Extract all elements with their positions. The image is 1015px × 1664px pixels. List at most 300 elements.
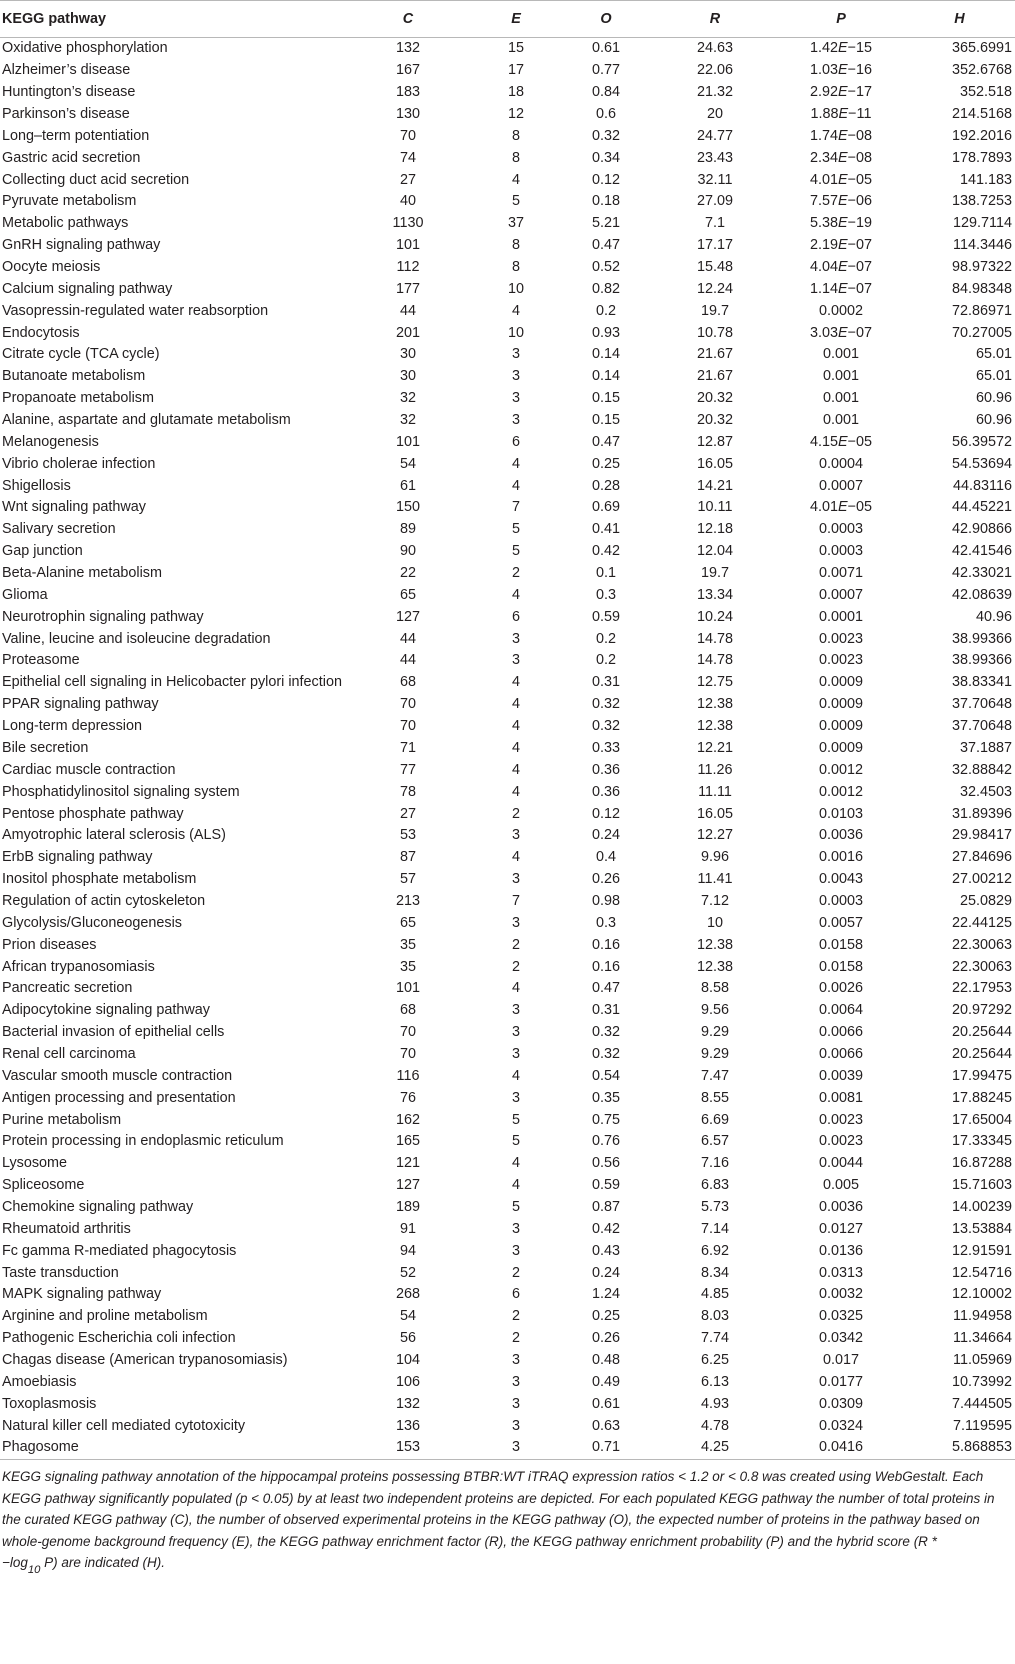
c-value: 54: [399, 455, 416, 472]
h-value: 22.30063: [951, 936, 1012, 953]
c-value: 89: [399, 521, 416, 538]
p-value: 0.001: [822, 368, 859, 385]
e-value: 3: [511, 871, 520, 888]
p-value: 0.0071: [818, 565, 863, 582]
pathway-name: Alzheimer’s disease: [2, 62, 131, 79]
o-value: 0.36: [591, 783, 620, 800]
o-value: 0.32: [591, 1045, 620, 1062]
p-value: 0.0012: [818, 783, 863, 800]
e-value: 3: [511, 1002, 520, 1019]
e-value: 4: [511, 455, 520, 472]
p-value: 0.0026: [818, 980, 863, 997]
p-value: 0.0023: [818, 1133, 863, 1150]
c-value: 52: [399, 1264, 416, 1281]
c-value: 70: [399, 127, 416, 144]
header-o: O: [560, 1, 652, 38]
e-value: 5: [511, 1111, 520, 1128]
e-value: 3: [511, 390, 520, 407]
table-row: [0, 563, 1015, 585]
h-value: 5.868853: [904, 1437, 1015, 1459]
h-value: 15.71603: [951, 1177, 1012, 1194]
pathway-name: Phagosome: [0, 1437, 344, 1459]
header-h: H: [904, 1, 1015, 38]
p-value: 0.0136: [818, 1242, 863, 1259]
o-value: 5.21: [591, 215, 620, 232]
pathway-name: Prion diseases: [2, 936, 97, 953]
c-value: 32: [399, 412, 416, 429]
e-value: 3: [511, 368, 520, 385]
p-value: 0.0309: [818, 1395, 863, 1412]
c-value: 74: [399, 149, 416, 166]
r-value: 21.67: [696, 368, 733, 385]
p-value: 0.0066: [818, 1045, 863, 1062]
o-value: 0.25: [591, 455, 620, 472]
p-value: 4.15E−05: [809, 433, 873, 450]
pathway-name: Inositol phosphate metabolism: [2, 871, 197, 888]
e-value: 2: [511, 936, 520, 953]
h-value: 22.30063: [951, 958, 1012, 975]
pathway-name: Alanine, aspartate and glutamate metabolism: [2, 412, 291, 429]
p-value: 0.0342: [818, 1330, 863, 1347]
p-value: 1.14E−07: [809, 280, 873, 297]
h-value: 14.00239: [951, 1198, 1012, 1215]
r-value: 7.74: [700, 1330, 729, 1347]
c-value: 35: [399, 936, 416, 953]
o-value: 0.32: [591, 718, 620, 735]
o-value: 0.12: [591, 171, 620, 188]
o-value: 0.3: [595, 914, 616, 931]
p-value: 7.57E−06: [809, 193, 873, 210]
e-value: 7: [511, 499, 520, 516]
pathway-name: Regulation of actin cytoskeleton: [2, 892, 206, 909]
c-value: 40: [399, 193, 416, 210]
table-row: [0, 257, 1015, 279]
o-value: 0.84: [591, 84, 620, 101]
table-row: [0, 125, 1015, 147]
c-value: 65: [399, 914, 416, 931]
r-value: 6.13: [700, 1373, 729, 1390]
r-value: 7.16: [700, 1155, 729, 1172]
c-value: 116: [396, 1067, 420, 1084]
p-value: 0.0023: [818, 1111, 863, 1128]
r-value: 20.32: [696, 412, 733, 429]
c-value: 70: [399, 1045, 416, 1062]
h-value: 22.17953: [951, 980, 1012, 997]
pathway-name: Toxoplasmosis: [2, 1395, 97, 1412]
pathway-name: ErbB signaling pathway: [2, 849, 153, 866]
o-value: 0.12: [591, 805, 620, 822]
table-row: [0, 716, 1015, 738]
pathway-name: Pancreatic secretion: [2, 980, 133, 997]
h-value: 38.99366: [951, 652, 1012, 669]
pathway-name: Parkinson’s disease: [2, 106, 130, 122]
o-value: 0.35: [591, 1089, 620, 1106]
c-value: 44: [399, 630, 416, 647]
o-value: 0.15: [591, 412, 620, 429]
p-value: 0.0158: [818, 958, 863, 975]
c-value: 32: [399, 390, 416, 407]
p-value: 0.0004: [818, 455, 863, 472]
r-value: 24.77: [696, 127, 733, 144]
c-value: 22: [399, 565, 416, 582]
p-value: 0.0036: [818, 827, 863, 844]
o-value: 1.24: [591, 1286, 620, 1303]
pathway-name: Valine, leucine and isoleucine degradation: [2, 630, 271, 647]
o-value: 0.33: [591, 739, 620, 756]
c-value: 35: [399, 958, 416, 975]
e-value: 2: [511, 1330, 520, 1347]
r-value: 23.43: [696, 149, 733, 166]
r-value: 24.63: [696, 40, 733, 57]
pathway-name: Citrate cycle (TCA cycle): [2, 346, 160, 363]
e-value: 7: [511, 892, 520, 909]
r-value: 11.26: [697, 761, 733, 778]
o-value: 0.42: [591, 543, 620, 560]
table-row: [0, 1218, 1015, 1240]
c-value: 91: [399, 1220, 416, 1237]
c-value: 30: [399, 368, 416, 385]
table-row: [0, 1197, 1015, 1219]
c-value: 201: [395, 324, 420, 341]
r-value: 32.11: [697, 171, 733, 188]
e-value: 4: [511, 980, 520, 997]
o-value: 0.54: [591, 1067, 620, 1084]
pathway-name: Bile secretion: [2, 739, 89, 756]
pathway-name: Long–term potentiation: [2, 127, 150, 144]
o-value: 0.24: [591, 1264, 620, 1281]
header-kegg-pathway: KEGG pathway: [0, 1, 344, 38]
o-value: 0.98: [591, 892, 620, 909]
p-value: 0.0416: [778, 1437, 904, 1459]
h-value: 12.10002: [951, 1286, 1012, 1303]
pathway-name: Oocyte meiosis: [2, 259, 101, 276]
r-value: 8.34: [700, 1264, 729, 1281]
table-row: [0, 104, 1015, 126]
h-value: 10.73992: [951, 1373, 1012, 1390]
o-value: 0.36: [591, 761, 620, 778]
table-row: [0, 235, 1015, 257]
pathway-name: PPAR signaling pathway: [2, 696, 159, 713]
pathway-name: GnRH signaling pathway: [2, 237, 161, 254]
table-body: [0, 38, 1015, 1460]
r-value: 14.78: [696, 652, 733, 669]
o-value: 0.6: [595, 106, 616, 122]
p-value: 0.0039: [818, 1067, 863, 1084]
o-value: 0.4: [595, 849, 616, 866]
e-value: 6: [511, 433, 520, 450]
pathway-name: Vascular smooth muscle contraction: [2, 1067, 233, 1084]
r-value: 4.85: [700, 1286, 729, 1303]
p-value: 0.0023: [818, 652, 863, 669]
p-value: 0.001: [822, 346, 859, 363]
table-row: [0, 322, 1015, 344]
c-value: 127: [395, 608, 420, 625]
pathway-name: Rheumatoid arthritis: [2, 1220, 131, 1237]
c-value: 165: [395, 1133, 420, 1150]
o-value: 0.77: [591, 62, 620, 79]
p-value: 1.03E−16: [809, 62, 873, 79]
o-value: 0.48: [591, 1351, 620, 1368]
o-value: 0.3: [595, 586, 616, 603]
pathway-name: Chemokine signaling pathway: [2, 1198, 194, 1215]
h-value: 17.99475: [951, 1067, 1012, 1084]
pathway-name: Gap junction: [2, 543, 83, 560]
p-value: 0.0032: [818, 1286, 863, 1303]
r-value: 21.32: [696, 84, 733, 101]
r-value: 20.32: [696, 390, 733, 407]
pathway-name: Gastric acid secretion: [2, 149, 141, 166]
h-value: 27.00212: [951, 871, 1012, 888]
h-value: 192.2016: [951, 127, 1012, 144]
table-row: [0, 606, 1015, 628]
table-footnote: [2, 1466, 1010, 1580]
c-value: 167: [395, 62, 420, 79]
p-value: 0.0325: [818, 1308, 863, 1325]
p-value: 0.005: [822, 1177, 859, 1194]
pathway-name: Spliceosome: [2, 1177, 85, 1194]
h-value: 60.96: [975, 390, 1012, 407]
table-row: [0, 628, 1015, 650]
h-value: 65.01: [975, 368, 1012, 385]
r-value: 12.38: [696, 936, 733, 953]
table-row: [0, 1437, 1015, 1459]
p-value: 3.03E−07: [809, 324, 873, 341]
p-value: 0.0064: [818, 1002, 863, 1019]
pathway-name: Neurotrophin signaling pathway: [2, 608, 204, 625]
h-value: 29.98417: [951, 827, 1012, 844]
table-row: [0, 1000, 1015, 1022]
footnote-text: KEGG signaling pathway annotation of the hippocampal proteins possessing BTBR:WT iTRAQ expression ratios < 1.2 or < 0.8 was created using WebGestalt. Each KEGG pathway significantly populated (p < 0.05) by at least two independent proteins are depicted. For each populated KEGG pathway the number of total proteins in the curated KEGG pathway (C), the number of observed experimental proteins in the KEGG pathway (O), the expected number of proteins in the pathway based on whole-genome background frequency (E), the KEGG pathway enrichment factor (R), the KEGG pathway enrichment probability (P) and the hybrid score (R *: [2, 1469, 995, 1549]
r-value: 10.11: [697, 499, 733, 516]
e-value: 3: [511, 1045, 520, 1062]
pathway-name: Chagas disease (American trypanosomiasis): [2, 1351, 288, 1368]
r-value: 12.24: [696, 280, 733, 297]
e-value: 37: [507, 215, 524, 232]
c-value: 27: [399, 805, 416, 822]
table-row: [0, 847, 1015, 869]
c-value: 56: [399, 1330, 416, 1347]
e-value: 6: [511, 1286, 520, 1303]
h-value: 11.34664: [953, 1330, 1012, 1347]
o-value: 0.93: [591, 324, 620, 341]
c-value: 57: [399, 871, 416, 888]
h-value: 20.25644: [951, 1024, 1012, 1041]
header-c: C: [344, 1, 472, 38]
r-value: 5.73: [700, 1198, 729, 1215]
pathway-name: Purine metabolism: [2, 1111, 122, 1128]
e-value: 8: [511, 237, 520, 254]
table-row: [0, 344, 1015, 366]
footnote-log-subscript: 10: [27, 1564, 41, 1577]
h-value: 129.7114: [953, 215, 1012, 232]
h-value: 352.518: [959, 84, 1012, 101]
table-row: [0, 541, 1015, 563]
h-value: 72.86971: [951, 302, 1012, 319]
o-value: 0.47: [591, 237, 620, 254]
h-value: 25.0829: [959, 892, 1012, 909]
c-value: 132: [395, 1395, 420, 1412]
h-value: 27.84696: [951, 849, 1012, 866]
o-value: 0.63: [591, 1417, 620, 1434]
pathway-name: Cardiac muscle contraction: [2, 761, 176, 778]
p-value: 0.001: [822, 390, 859, 407]
pathway-name: Calcium signaling pathway: [2, 280, 173, 297]
o-value: 0.82: [591, 280, 620, 297]
p-value: 1.88E−11: [810, 106, 872, 122]
e-value: 18: [507, 84, 524, 101]
pathway-name: Wnt signaling pathway: [2, 499, 146, 516]
pathway-name: Adipocytokine signaling pathway: [2, 1002, 210, 1019]
o-value: 0.2: [595, 630, 616, 647]
p-value: 0.0002: [818, 302, 863, 319]
e-value: 8: [511, 127, 520, 144]
h-value: 40.96: [975, 608, 1012, 625]
p-value: 0.0009: [818, 674, 863, 691]
c-value: 127: [395, 1177, 420, 1194]
r-value: 4.93: [700, 1395, 729, 1412]
pathway-name: Propanoate metabolism: [2, 390, 154, 407]
table-row: [0, 912, 1015, 934]
pathway-name: African trypanosomiasis: [2, 958, 155, 975]
table-row: [0, 650, 1015, 672]
h-value: 352.6768: [951, 62, 1012, 79]
header-e: E: [472, 1, 560, 38]
r-value: 12.21: [696, 739, 733, 756]
h-value: 32.88842: [951, 761, 1012, 778]
e-value: 3: [511, 630, 520, 647]
e-value: 8: [511, 149, 520, 166]
table-row: [0, 672, 1015, 694]
pathway-name: Glycolysis/Gluconeogenesis: [2, 914, 182, 931]
h-value: 17.33345: [951, 1133, 1012, 1150]
o-value: 0.71: [560, 1437, 652, 1459]
e-value: 3: [511, 1395, 520, 1412]
pathway-name: Renal cell carcinoma: [2, 1045, 136, 1062]
o-value: 0.59: [591, 608, 620, 625]
h-value: 12.54716: [951, 1264, 1012, 1281]
c-value: 183: [395, 84, 420, 101]
r-value: 22.06: [696, 62, 733, 79]
e-value: 3: [511, 1089, 520, 1106]
p-value: 0.0016: [818, 849, 863, 866]
h-value: 60.96: [975, 412, 1012, 429]
c-value: 77: [399, 761, 416, 778]
r-value: 13.34: [696, 586, 733, 603]
r-value: 19.7: [700, 565, 729, 582]
c-value: 101: [395, 237, 420, 254]
r-value: 7.1: [704, 215, 725, 232]
h-value: 7.444505: [951, 1395, 1012, 1412]
e-value: 3: [511, 652, 520, 669]
c-value: 213: [395, 892, 420, 909]
e-value: 6: [511, 608, 520, 625]
e-value: 3: [511, 1220, 520, 1237]
p-value: 2.92E−17: [809, 84, 873, 101]
h-value: 37.1887: [959, 739, 1012, 756]
table-row: [0, 1087, 1015, 1109]
o-value: 0.2: [595, 652, 616, 669]
table-row: [0, 1328, 1015, 1350]
h-value: 44.83116: [953, 477, 1012, 494]
table-row: [0, 1109, 1015, 1131]
p-value: 0.0009: [818, 696, 863, 713]
c-value: 68: [399, 1002, 416, 1019]
h-value: 11.05969: [953, 1351, 1012, 1368]
h-value: 42.33021: [951, 565, 1012, 582]
c-value: 90: [399, 543, 416, 560]
p-value: 4.01E−05: [809, 171, 873, 188]
e-value: 4: [511, 586, 520, 603]
c-value: 54: [399, 1308, 416, 1325]
e-value: 5: [511, 543, 520, 560]
h-value: 138.7253: [951, 193, 1012, 210]
table-row: [0, 1065, 1015, 1087]
h-value: 44.45221: [951, 499, 1012, 516]
pathway-name: Taste transduction: [2, 1264, 119, 1281]
table-row: [0, 1284, 1015, 1306]
r-value: 19.7: [700, 302, 729, 319]
p-value: 0.0044: [818, 1155, 863, 1172]
r-value: 12.18: [696, 521, 733, 538]
table-row: [0, 738, 1015, 760]
h-value: 365.6991: [951, 40, 1012, 57]
o-value: 0.16: [591, 958, 620, 975]
o-value: 0.75: [591, 1111, 620, 1128]
h-value: 38.83341: [951, 674, 1012, 691]
table-row: [0, 300, 1015, 322]
o-value: 0.32: [591, 696, 620, 713]
p-value: 1.42E−15: [809, 40, 873, 57]
footnote-log-prefix: −log: [2, 1555, 28, 1571]
table-row: [0, 869, 1015, 891]
pathway-name: Pathogenic Escherichia coli infection: [2, 1330, 236, 1347]
h-value: 37.70648: [951, 696, 1012, 713]
o-value: 0.61: [591, 1395, 620, 1412]
r-value: 8.03: [700, 1308, 729, 1325]
c-value: 132: [395, 40, 420, 57]
r-value: 7.12: [700, 892, 729, 909]
o-value: 0.24: [591, 827, 620, 844]
r-value: 12.38: [696, 696, 733, 713]
pathway-name: Shigellosis: [2, 477, 71, 494]
table-row: [0, 169, 1015, 191]
c-value: 162: [395, 1111, 420, 1128]
o-value: 0.41: [591, 521, 620, 538]
table-row: [0, 1240, 1015, 1262]
o-value: 0.14: [591, 346, 620, 363]
c-value: 44: [399, 302, 416, 319]
p-value: 2.19E−07: [809, 237, 873, 254]
o-value: 0.47: [591, 980, 620, 997]
pathway-name: Endocytosis: [2, 324, 80, 341]
table-row: [0, 366, 1015, 388]
o-value: 0.31: [591, 674, 620, 691]
e-value: 3: [511, 412, 520, 429]
r-value: 9.29: [700, 1045, 729, 1062]
e-value: 4: [511, 849, 520, 866]
table-row: [0, 1131, 1015, 1153]
c-value: 30: [399, 346, 416, 363]
p-value: 0.0081: [818, 1089, 863, 1106]
e-value: 10: [507, 324, 524, 341]
e-value: 15: [507, 40, 524, 57]
e-value: 10: [507, 280, 524, 297]
c-value: 1130: [392, 215, 424, 232]
h-value: 56.39572: [951, 433, 1012, 450]
pathway-name: Collecting duct acid secretion: [2, 171, 190, 188]
o-value: 0.42: [591, 1220, 620, 1237]
table-row: [0, 519, 1015, 541]
